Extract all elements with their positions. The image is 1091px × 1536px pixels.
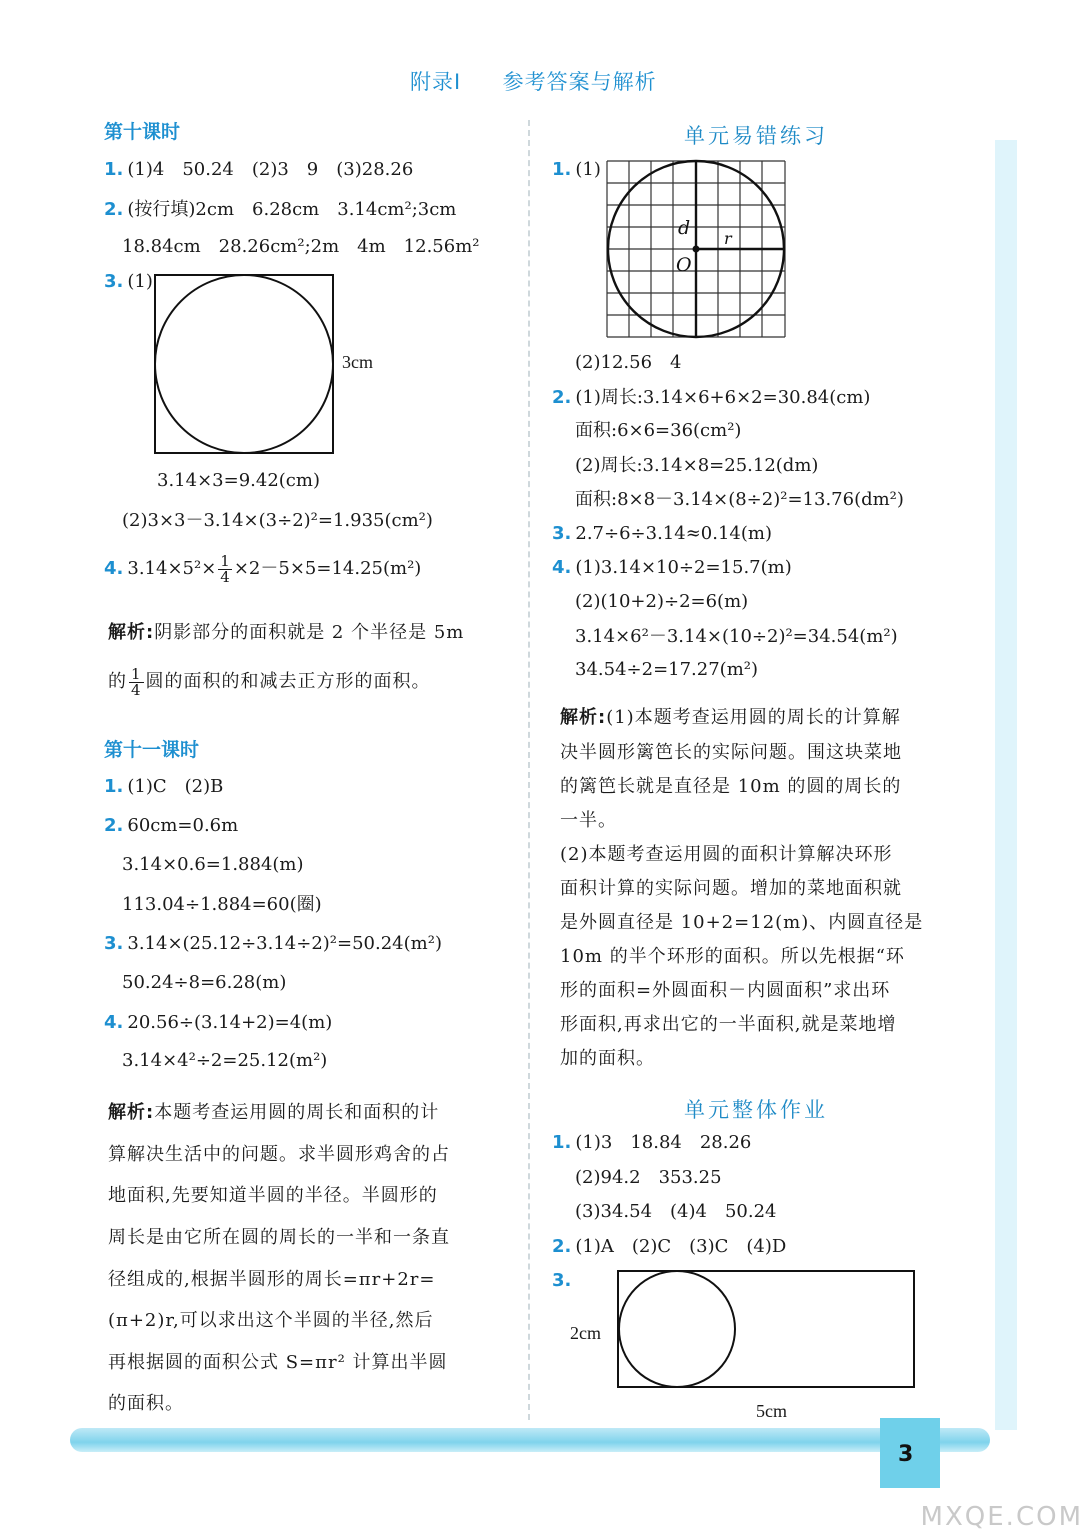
unit-q1	[552, 1130, 751, 1156]
errors-q2c: (2)周长:3.14×8=25.12(dm)	[575, 455, 819, 476]
errors-q2	[552, 385, 870, 411]
errors-analysis-l11: 加的面积。	[560, 1048, 655, 1069]
page-number-tab	[880, 1418, 940, 1488]
errors-q4b: (2)(10+2)÷2=6(m)	[575, 591, 749, 612]
fraction-denominator: 4	[220, 567, 230, 586]
q-number: 3.	[104, 933, 124, 954]
errors-title: 单元易错练习	[684, 124, 828, 148]
q-number: 4.	[104, 558, 124, 579]
lesson10-q4	[104, 552, 421, 586]
analysis-label: 解析:	[108, 622, 155, 643]
header-appendix: 附录Ⅰ	[410, 70, 462, 94]
answer-text: (1)3 18.84 28.26	[575, 1132, 752, 1153]
q-number: 2.	[552, 387, 572, 408]
bottom-band	[70, 1428, 990, 1452]
lesson11-analysis-l1	[108, 1097, 439, 1128]
answer-text: ×2－5×5=14.25(m²)	[233, 558, 422, 579]
lesson11-analysis-l6: (π+2)r,可以求出这个半圆的半径,然后	[108, 1310, 434, 1331]
lesson11-analysis-l2: 算解决生活中的问题。求半圆形鸡舍的占	[108, 1144, 450, 1165]
page-number: 3	[898, 1442, 914, 1467]
fraction	[218, 551, 232, 586]
errors-analysis-l3: 的篱笆长就是直径是 10m 的圆的周长的	[560, 776, 902, 797]
answer-text: 60cm=0.6m	[127, 815, 239, 836]
errors-q4d: 34.54÷2=17.27(m²)	[575, 659, 759, 680]
side-stripe	[995, 140, 1017, 1430]
q-number: 1.	[552, 159, 572, 180]
lesson11-analysis-l4: 周长是由它所在圆的周长的一半和一条直	[108, 1227, 450, 1248]
d-label: d	[678, 217, 691, 239]
lesson10-analysis-l1	[108, 617, 464, 648]
errors-analysis-l6: 面积计算的实际问题。增加的菜地面积就	[560, 878, 902, 899]
center-point	[693, 246, 700, 253]
answer-text: 3.14×(25.12÷3.14÷2)²=50.24(m²)	[127, 933, 442, 954]
lesson11-title: 第十一课时	[104, 739, 200, 761]
fraction-numerator: 1	[220, 551, 230, 570]
errors-analysis-l9: 形的面积=外圆面积－内圆面积”求出环	[560, 980, 891, 1001]
errors-analysis-l2: 决半圆形篱笆长的实际问题。围这块菜地	[560, 742, 902, 763]
q-number: 1.	[552, 1132, 572, 1153]
q-number: 4.	[552, 557, 572, 578]
q-number: 4.	[104, 1012, 124, 1033]
q-number: 3.	[104, 271, 124, 292]
answer-text: 20.56÷(3.14+2)=4(m)	[127, 1012, 333, 1033]
lesson11-q4	[104, 1010, 332, 1036]
analysis-text: (1)本题考查运用圆的周长的计算解	[606, 707, 901, 728]
lesson11-analysis-l7: 再根据圆的面积公式 S=πr² 计算出半圆	[108, 1352, 448, 1373]
watermark: MXQE.COM	[920, 1502, 1083, 1532]
lesson11-analysis-l8: 的面积。	[108, 1393, 184, 1414]
q-number: 2.	[104, 199, 124, 220]
lesson11-q3	[104, 931, 442, 957]
o-label: O	[676, 254, 692, 276]
errors-q2b: 面积:6×6=36(cm²)	[575, 420, 742, 441]
analysis-text: 圆的面积的和减去正方形的面积。	[145, 671, 431, 692]
lesson11-q2b: 3.14×0.6=1.884(m)	[122, 854, 304, 875]
errors-q1b: (2)12.56 4	[575, 352, 682, 373]
lesson10-q3	[104, 269, 153, 295]
answer-text: (1)4 50.24 (2)3 9 (3)28.26	[127, 159, 414, 180]
lesson10-title: 第十课时	[104, 121, 181, 143]
answer-text: 3.14×5²×	[127, 558, 217, 579]
circle-shape	[619, 1271, 735, 1387]
header-title: 参考答案与解析	[502, 70, 657, 94]
lesson11-q1	[104, 774, 223, 800]
lesson10-q2-row2: 18.84cm 28.26cm²;2m 4m 12.56m²	[122, 236, 480, 257]
unit-q1c: (3)34.54 (4)4 50.24	[575, 1201, 777, 1222]
answer-text: (1)C (2)B	[127, 776, 224, 797]
errors-analysis-l7: 是外圆直径是 10+2=12(m)、内圆直径是	[560, 912, 924, 933]
lesson10-q1	[104, 157, 413, 183]
q-number: 3.	[552, 1270, 572, 1291]
q-number: 2.	[552, 1236, 572, 1257]
rectangle-circle-figure	[615, 1268, 917, 1390]
column-divider	[528, 120, 530, 1420]
fraction-numerator: 1	[131, 664, 142, 683]
errors-q4	[552, 555, 792, 581]
lesson10-analysis-l2	[108, 666, 431, 698]
analysis-label: 解析:	[108, 1102, 155, 1123]
lesson11-q3b: 50.24÷8=6.28(m)	[122, 972, 287, 993]
unit-q3	[552, 1268, 575, 1294]
answer-text: (1)3.14×10÷2=15.7(m)	[575, 557, 792, 578]
errors-analysis-l5: (2)本题考查运用圆的面积计算解决环形	[560, 844, 893, 865]
circle-shape	[155, 275, 333, 453]
answer-text: (1)周长:3.14×6+6×2=30.84(cm)	[575, 387, 871, 408]
lesson11-analysis-l3: 地面积,先要知道半圆的半径。半圆形的	[108, 1185, 438, 1206]
unit-q1b: (2)94.2 353.25	[575, 1167, 722, 1188]
q-number: 1.	[104, 776, 124, 797]
q-number: 1.	[104, 159, 124, 180]
lesson10-q3-calc2: (2)3×3－3.14×(3÷2)²=1.935(cm²)	[122, 510, 433, 531]
q-number: 3.	[552, 523, 572, 544]
page-header	[410, 66, 657, 96]
lesson11-q2c: 113.04÷1.884=60(圈)	[122, 894, 322, 915]
answer-text: (按行填)2cm 6.28cm 3.14cm²;3cm	[127, 199, 457, 220]
r-label: r	[724, 229, 732, 248]
analysis-text: 阴影部分的面积就是 2 个半径是 5m	[154, 622, 465, 643]
errors-analysis-l8: 10m 的半个环形的面积。所以先根据“环	[560, 946, 905, 967]
rectangle-shape	[618, 1271, 914, 1387]
grid-circle-figure	[604, 158, 788, 340]
errors-analysis-l10: 形面积,再求出它的一半面积,就是菜地增	[560, 1014, 897, 1035]
answer-text: (1)	[575, 159, 601, 180]
answer-text: (1)A (2)C (3)C (4)D	[575, 1236, 787, 1257]
analysis-label: 解析:	[560, 707, 607, 728]
figure-label-3cm: 3cm	[342, 352, 373, 372]
errors-q1	[552, 157, 601, 183]
figure-label-5cm: 5cm	[756, 1401, 787, 1421]
errors-analysis-l4: 一半。	[560, 810, 617, 831]
answer-text: (1)	[127, 271, 153, 292]
fraction-denominator: 4	[131, 680, 142, 699]
lesson10-q2	[104, 197, 456, 223]
lesson11-analysis-l5: 径组成的,根据半圆形的周长=πr+2r=	[108, 1269, 436, 1290]
errors-q4c: 3.14×6²－3.14×(10÷2)²=34.54(m²)	[575, 626, 898, 647]
lesson10-q3-calc1: 3.14×3=9.42(cm)	[157, 470, 320, 491]
unit-q2	[552, 1234, 786, 1260]
analysis-text: 本题考查运用圆的周长和面积的计	[154, 1102, 440, 1123]
lesson11-q4b: 3.14×4²÷2=25.12(m²)	[122, 1050, 328, 1071]
figure-label-2cm: 2cm	[570, 1323, 601, 1343]
errors-q3	[552, 521, 772, 547]
errors-analysis-l1	[560, 702, 901, 733]
analysis-text: 的	[108, 671, 127, 692]
lesson11-q2	[104, 813, 238, 839]
answer-text: 2.7÷6÷3.14≈0.14(m)	[575, 523, 772, 544]
errors-q2d: 面积:8×8－3.14×(8÷2)²=13.76(dm²)	[575, 489, 904, 510]
square-circle-figure	[150, 270, 340, 460]
q-number: 2.	[104, 815, 124, 836]
fraction	[129, 664, 144, 699]
unit-title: 单元整体作业	[684, 1098, 828, 1122]
